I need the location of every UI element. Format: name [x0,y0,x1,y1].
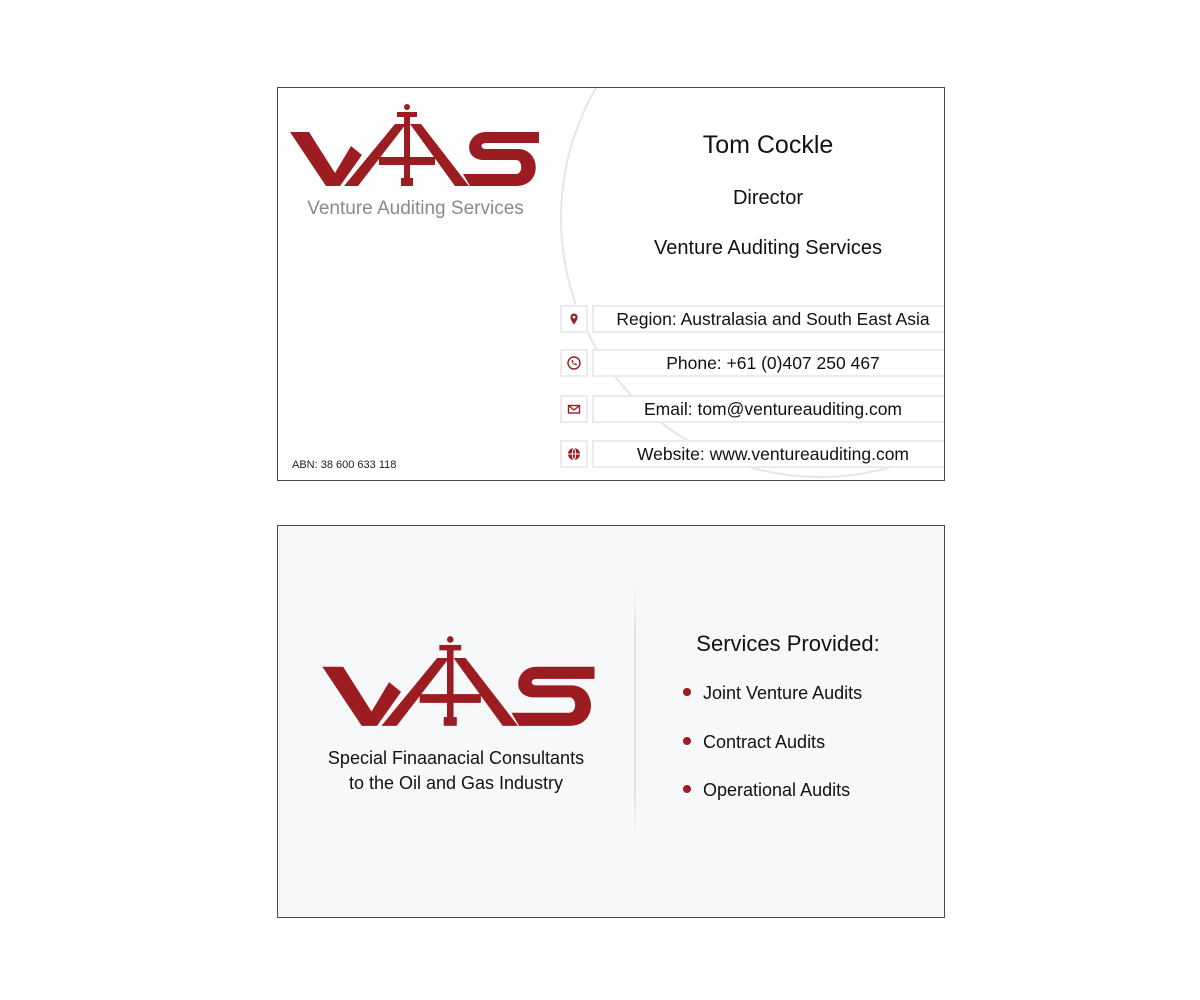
company-tagline: Venture Auditing Services [307,198,524,219]
contact-row-email [560,395,945,425]
business-card-back [277,525,945,918]
vas-logo-icon [321,634,597,728]
envelope-icon [560,395,588,423]
services-heading: Services Provided: [696,631,880,656]
contact-row-website [560,440,945,470]
location-pin-icon [560,305,588,333]
globe-icon [560,440,588,468]
email-link[interactable]: Email: tom@ventureauditing.com [592,395,945,423]
service-label: Joint Venture Audits [703,683,863,703]
service-item [683,683,862,704]
bullet-icon [683,785,691,793]
back-tagline-line2: to the Oil and Gas Industry [348,773,564,793]
company-name: Venture Auditing Services [654,237,882,259]
phone-icon [560,349,588,377]
service-label: Operational Audits [703,780,851,800]
service-item [683,780,850,801]
business-card-front [277,87,945,481]
website-link[interactable]: Website: www.ventureauditing.com [592,440,945,468]
vas-logo-icon [290,102,540,188]
abn-number: ABN: 38 600 633 118 [292,459,397,471]
region-text: Region: Australasia and South East Asia [592,305,945,333]
contact-row-region [560,305,945,335]
phone-text[interactable]: Phone: +61 (0)407 250 467 [592,349,945,377]
bullet-icon [683,737,691,745]
service-label: Contract Audits [703,732,826,752]
service-item [683,732,825,753]
person-title: Director [732,187,803,209]
contact-row-phone [560,349,945,379]
bullet-icon [683,688,691,696]
back-tagline [298,746,614,796]
person-name: Tom Cockle [702,131,834,159]
vertical-divider [634,581,636,841]
back-tagline-line1: Special Finaanacial Consultants [327,748,585,768]
